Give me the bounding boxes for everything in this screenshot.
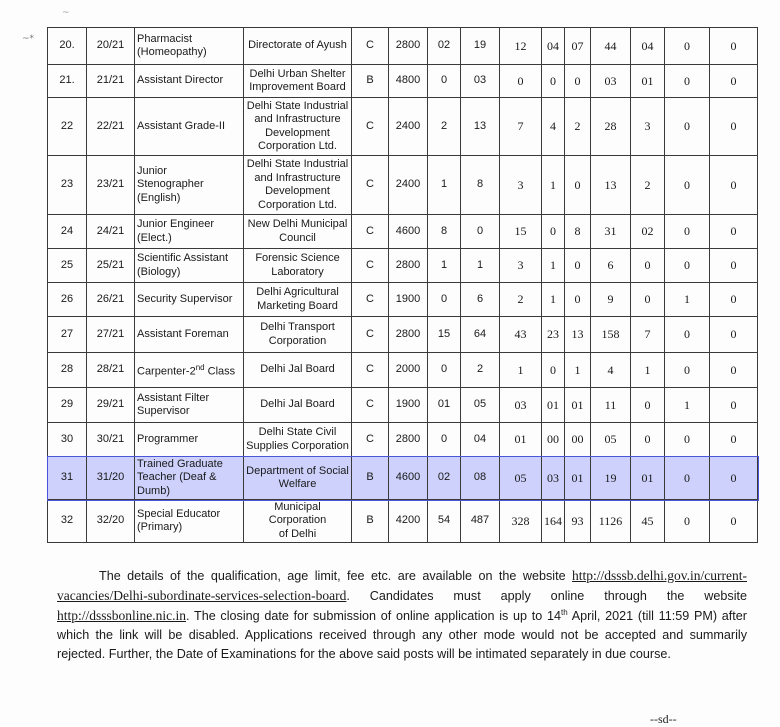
post-name-cell: Assistant Filter Supervisor: [135, 388, 244, 423]
department-cell: Directorate of Ayush: [244, 28, 352, 65]
vacancy-count-cell: 0: [710, 317, 758, 353]
group-cell: C: [352, 156, 389, 215]
vacancy-table: [47, 27, 758, 543]
grade-pay-cell: 1900: [389, 283, 428, 317]
vacancy-count-cell: 2: [631, 156, 665, 215]
vacancy-count-cell: 0: [461, 215, 500, 249]
vacancy-count-cell: 3: [631, 98, 665, 156]
para-text: . The closing date for submission of online application is up to 14: [186, 609, 562, 623]
vacancy-count-cell: 64: [461, 317, 500, 353]
vacancy-count-cell: 54: [428, 500, 461, 543]
post-name-cell: Trained Graduate Teacher (Deaf & Dumb): [135, 457, 244, 500]
vacancy-count-cell: 487: [461, 500, 500, 543]
vacancy-count-cell: 328: [500, 500, 542, 543]
vacancy-count-cell: 11: [591, 388, 631, 423]
vacancy-count-cell: 0: [428, 423, 461, 457]
department-cell: Delhi State Civil Supplies Corporation: [244, 423, 352, 457]
vacancy-count-cell: 0: [500, 65, 542, 98]
post-name-cell: Assistant Grade-II: [135, 98, 244, 156]
table-row: [48, 283, 758, 317]
code-cell: 23/21: [87, 156, 135, 215]
vacancy-count-cell: 01: [565, 388, 591, 423]
group-cell: B: [352, 500, 389, 543]
vacancy-count-cell: 0: [665, 457, 710, 500]
vacancy-count-cell: 43: [500, 317, 542, 353]
vacancy-count-cell: 03: [542, 457, 565, 500]
vacancy-count-cell: 0: [631, 423, 665, 457]
serial-cell: 20.: [48, 28, 87, 65]
code-cell: 20/21: [87, 28, 135, 65]
vacancy-count-cell: 0: [631, 283, 665, 317]
vacancy-count-cell: 01: [565, 457, 591, 500]
group-cell: C: [352, 249, 389, 283]
para-text: . Candidates must apply online through the website: [346, 589, 747, 603]
vacancy-count-cell: 12: [500, 28, 542, 65]
vacancy-count-cell: 2: [565, 98, 591, 156]
table-row: [48, 353, 758, 388]
vacancy-count-cell: 03: [461, 65, 500, 98]
grade-pay-cell: 4600: [389, 215, 428, 249]
vacancy-table-body: [48, 28, 758, 543]
vacancy-count-cell: 0: [710, 28, 758, 65]
serial-cell: 21.: [48, 65, 87, 98]
vacancy-count-cell: 0: [542, 215, 565, 249]
vacancy-count-cell: 0: [631, 249, 665, 283]
serial-cell: 32: [48, 500, 87, 543]
vacancy-count-cell: 4: [542, 98, 565, 156]
vacancy-count-cell: 9: [591, 283, 631, 317]
vacancy-count-cell: 1: [565, 353, 591, 388]
post-name-cell: Carpenter-2nd Class: [135, 353, 244, 388]
vacancy-count-cell: 0: [710, 249, 758, 283]
vacancy-count-cell: 05: [500, 457, 542, 500]
serial-cell: 28: [48, 353, 87, 388]
post-name-cell: Pharmacist (Homeopathy): [135, 28, 244, 65]
para-text: The details of the qualification, age limit, fee etc. are available on the website: [99, 569, 566, 583]
vacancy-count-cell: 1: [665, 283, 710, 317]
serial-cell: 26: [48, 283, 87, 317]
vacancy-count-cell: 31: [591, 215, 631, 249]
table-row: [48, 500, 758, 543]
scan-mark: ~: [62, 8, 70, 18]
serial-cell: 27: [48, 317, 87, 353]
vacancy-count-cell: 01: [631, 457, 665, 500]
vacancy-count-cell: 15: [428, 317, 461, 353]
grade-pay-cell: 2800: [389, 249, 428, 283]
vacancy-count-cell: 44: [591, 28, 631, 65]
vacancy-count-cell: 93: [565, 500, 591, 543]
table-row: [48, 156, 758, 215]
vacancy-count-cell: 164: [542, 500, 565, 543]
code-cell: 27/21: [87, 317, 135, 353]
post-name-cell: Assistant Foreman: [135, 317, 244, 353]
code-cell: 21/21: [87, 65, 135, 98]
department-cell: Delhi State Industrial and Infrastructure Development Corporation Ltd.: [244, 98, 352, 156]
vacancy-count-cell: 0: [665, 28, 710, 65]
grade-pay-cell: 1900: [389, 388, 428, 423]
table-row: [48, 65, 758, 98]
post-name-cell: Junior Stenographer (English): [135, 156, 244, 215]
vacancy-count-cell: 0: [565, 156, 591, 215]
vacancy-count-cell: 0: [631, 388, 665, 423]
vacancy-count-cell: 05: [591, 423, 631, 457]
grade-pay-cell: 2400: [389, 98, 428, 156]
para-text: April, 2021 (till 11:59 PM) after which the link will be disabled. Applications received through any other mode would not be accepted and summarily rejected. Further, the Date of Examinations for the above said posts will be intimated separately in due course.: [57, 609, 747, 661]
serial-cell: 22: [48, 98, 87, 156]
group-cell: C: [352, 215, 389, 249]
vacancy-count-cell: 6: [591, 249, 631, 283]
vacancy-count-cell: 0: [428, 283, 461, 317]
vacancy-count-cell: 45: [631, 500, 665, 543]
vacancy-count-cell: 4: [591, 353, 631, 388]
vacancy-count-cell: 7: [631, 317, 665, 353]
post-name-cell: Security Supervisor: [135, 283, 244, 317]
vacancy-count-cell: 0: [710, 98, 758, 156]
grade-pay-cell: 4200: [389, 500, 428, 543]
table-row: [48, 98, 758, 156]
group-cell: C: [352, 98, 389, 156]
vacancy-count-cell: 0: [710, 457, 758, 500]
vacancy-count-cell: 1: [542, 249, 565, 283]
vacancy-count-cell: 1: [428, 156, 461, 215]
group-cell: C: [352, 388, 389, 423]
code-cell: 24/21: [87, 215, 135, 249]
table-row: [48, 457, 758, 500]
vacancy-count-cell: 8: [461, 156, 500, 215]
vacancy-count-cell: 0: [665, 215, 710, 249]
vacancy-count-cell: 0: [665, 65, 710, 98]
code-cell: 26/21: [87, 283, 135, 317]
vacancy-count-cell: 0: [710, 283, 758, 317]
grade-pay-cell: 2800: [389, 28, 428, 65]
vacancy-count-cell: 6: [461, 283, 500, 317]
group-cell: B: [352, 457, 389, 500]
grade-pay-cell: 4800: [389, 65, 428, 98]
serial-cell: 25: [48, 249, 87, 283]
vacancy-count-cell: 02: [631, 215, 665, 249]
department-cell: Municipal Corporation of Delhi: [244, 500, 352, 543]
code-cell: 22/21: [87, 98, 135, 156]
vacancy-count-cell: 7: [500, 98, 542, 156]
table-row: [48, 215, 758, 249]
vacancy-count-cell: 3: [500, 156, 542, 215]
serial-cell: 23: [48, 156, 87, 215]
vacancy-count-cell: 0: [665, 353, 710, 388]
post-name-cell: Assistant Director: [135, 65, 244, 98]
department-cell: Delhi Agricultural Marketing Board: [244, 283, 352, 317]
vacancy-count-cell: 158: [591, 317, 631, 353]
vacancy-count-cell: 0: [565, 283, 591, 317]
vacancy-count-cell: 8: [428, 215, 461, 249]
vacancy-count-cell: 1: [542, 283, 565, 317]
website-link[interactable]: http://dsssb.delhi.gov.in/current-vacancies/Delhi-subordinate-services-selection-board: [57, 568, 747, 603]
vacancy-count-cell: 08: [461, 457, 500, 500]
vacancy-count-cell: 0: [710, 65, 758, 98]
vacancy-count-cell: 0: [710, 500, 758, 543]
vacancy-count-cell: 0: [710, 353, 758, 388]
vacancy-count-cell: 01: [631, 65, 665, 98]
vacancy-count-cell: 0: [542, 353, 565, 388]
grade-pay-cell: 2800: [389, 423, 428, 457]
vacancy-count-cell: 00: [542, 423, 565, 457]
vacancy-count-cell: 04: [461, 423, 500, 457]
code-cell: 28/21: [87, 353, 135, 388]
vacancy-count-cell: 0: [665, 249, 710, 283]
vacancy-count-cell: 0: [710, 156, 758, 215]
group-cell: C: [352, 283, 389, 317]
vacancy-count-cell: 1126: [591, 500, 631, 543]
vacancy-count-cell: 01: [428, 388, 461, 423]
code-cell: 29/21: [87, 388, 135, 423]
serial-cell: 30: [48, 423, 87, 457]
vacancy-count-cell: 0: [710, 423, 758, 457]
vacancy-count-cell: 02: [428, 28, 461, 65]
vacancy-count-cell: 1: [665, 388, 710, 423]
vacancy-count-cell: 23: [542, 317, 565, 353]
vacancy-count-cell: 0: [665, 317, 710, 353]
department-cell: Delhi State Industrial and Infrastructure Development Corporation Ltd.: [244, 156, 352, 215]
group-cell: C: [352, 28, 389, 65]
serial-cell: 24: [48, 215, 87, 249]
group-cell: C: [352, 353, 389, 388]
vacancy-count-cell: 1: [542, 156, 565, 215]
vacancy-count-cell: 0: [665, 98, 710, 156]
vacancy-count-cell: 1: [461, 249, 500, 283]
code-cell: 30/21: [87, 423, 135, 457]
vacancy-count-cell: 2: [500, 283, 542, 317]
vacancy-count-cell: 0: [710, 388, 758, 423]
code-cell: 32/20: [87, 500, 135, 543]
department-cell: Delhi Urban Shelter Improvement Board: [244, 65, 352, 98]
instructions-paragraph: [57, 566, 747, 664]
vacancy-count-cell: 3: [500, 249, 542, 283]
department-cell: Department of Social Welfare: [244, 457, 352, 500]
vacancy-count-cell: 0: [428, 353, 461, 388]
table-row: [48, 317, 758, 353]
group-cell: B: [352, 65, 389, 98]
vacancy-count-cell: 01: [500, 423, 542, 457]
table-row: [48, 249, 758, 283]
vacancy-count-cell: 0: [565, 65, 591, 98]
vacancy-count-cell: 0: [710, 215, 758, 249]
post-name-cell: Scientific Assistant (Biology): [135, 249, 244, 283]
vacancy-count-cell: 07: [565, 28, 591, 65]
code-cell: 31/20: [87, 457, 135, 500]
serial-cell: 31: [48, 457, 87, 500]
vacancy-count-cell: 0: [665, 423, 710, 457]
vacancy-count-cell: 19: [591, 457, 631, 500]
vacancy-count-cell: 00: [565, 423, 591, 457]
department-cell: Delhi Transport Corporation: [244, 317, 352, 353]
grade-pay-cell: 2800: [389, 317, 428, 353]
vacancy-count-cell: 19: [461, 28, 500, 65]
vacancy-count-cell: 0: [665, 500, 710, 543]
post-name-cell: Special Educator (Primary): [135, 500, 244, 543]
vacancy-count-cell: 1: [500, 353, 542, 388]
vacancy-count-cell: 03: [591, 65, 631, 98]
vacancy-count-cell: 03: [500, 388, 542, 423]
vacancy-count-cell: 0: [542, 65, 565, 98]
table-row: [48, 388, 758, 423]
serial-cell: 29: [48, 388, 87, 423]
vacancy-count-cell: 1: [631, 353, 665, 388]
department-cell: Delhi Jal Board: [244, 388, 352, 423]
vacancy-count-cell: 0: [428, 65, 461, 98]
signature: --sd--: [650, 712, 677, 726]
code-cell: 25/21: [87, 249, 135, 283]
vacancy-count-cell: 1: [428, 249, 461, 283]
grade-pay-cell: 2400: [389, 156, 428, 215]
superscript: th: [561, 607, 568, 617]
vacancy-count-cell: 13: [461, 98, 500, 156]
vacancy-count-cell: 05: [461, 388, 500, 423]
table-row: [48, 423, 758, 457]
vacancy-count-cell: 28: [591, 98, 631, 156]
group-cell: C: [352, 423, 389, 457]
vacancy-count-cell: 02: [428, 457, 461, 500]
vacancy-count-cell: 2: [428, 98, 461, 156]
vacancy-count-cell: 0: [665, 156, 710, 215]
table-row: [48, 28, 758, 65]
department-cell: Forensic Science Laboratory: [244, 249, 352, 283]
department-cell: New Delhi Municipal Council: [244, 215, 352, 249]
post-name-cell: Programmer: [135, 423, 244, 457]
vacancy-count-cell: 15: [500, 215, 542, 249]
department-cell: Delhi Jal Board: [244, 353, 352, 388]
vacancy-count-cell: 2: [461, 353, 500, 388]
group-cell: C: [352, 317, 389, 353]
vacancy-count-cell: 0: [565, 249, 591, 283]
vacancy-count-cell: 01: [542, 388, 565, 423]
vacancy-count-cell: 8: [565, 215, 591, 249]
post-name-cell: Junior Engineer (Elect.): [135, 215, 244, 249]
grade-pay-cell: 2000: [389, 353, 428, 388]
vacancy-count-cell: 13: [565, 317, 591, 353]
vacancy-count-cell: 04: [631, 28, 665, 65]
online-application-link[interactable]: http://dsssbonline.nic.in: [57, 608, 187, 623]
grade-pay-cell: 4600: [389, 457, 428, 500]
vacancy-count-cell: 13: [591, 156, 631, 215]
vacancy-count-cell: 04: [542, 28, 565, 65]
scan-mark: ~*: [22, 34, 35, 44]
